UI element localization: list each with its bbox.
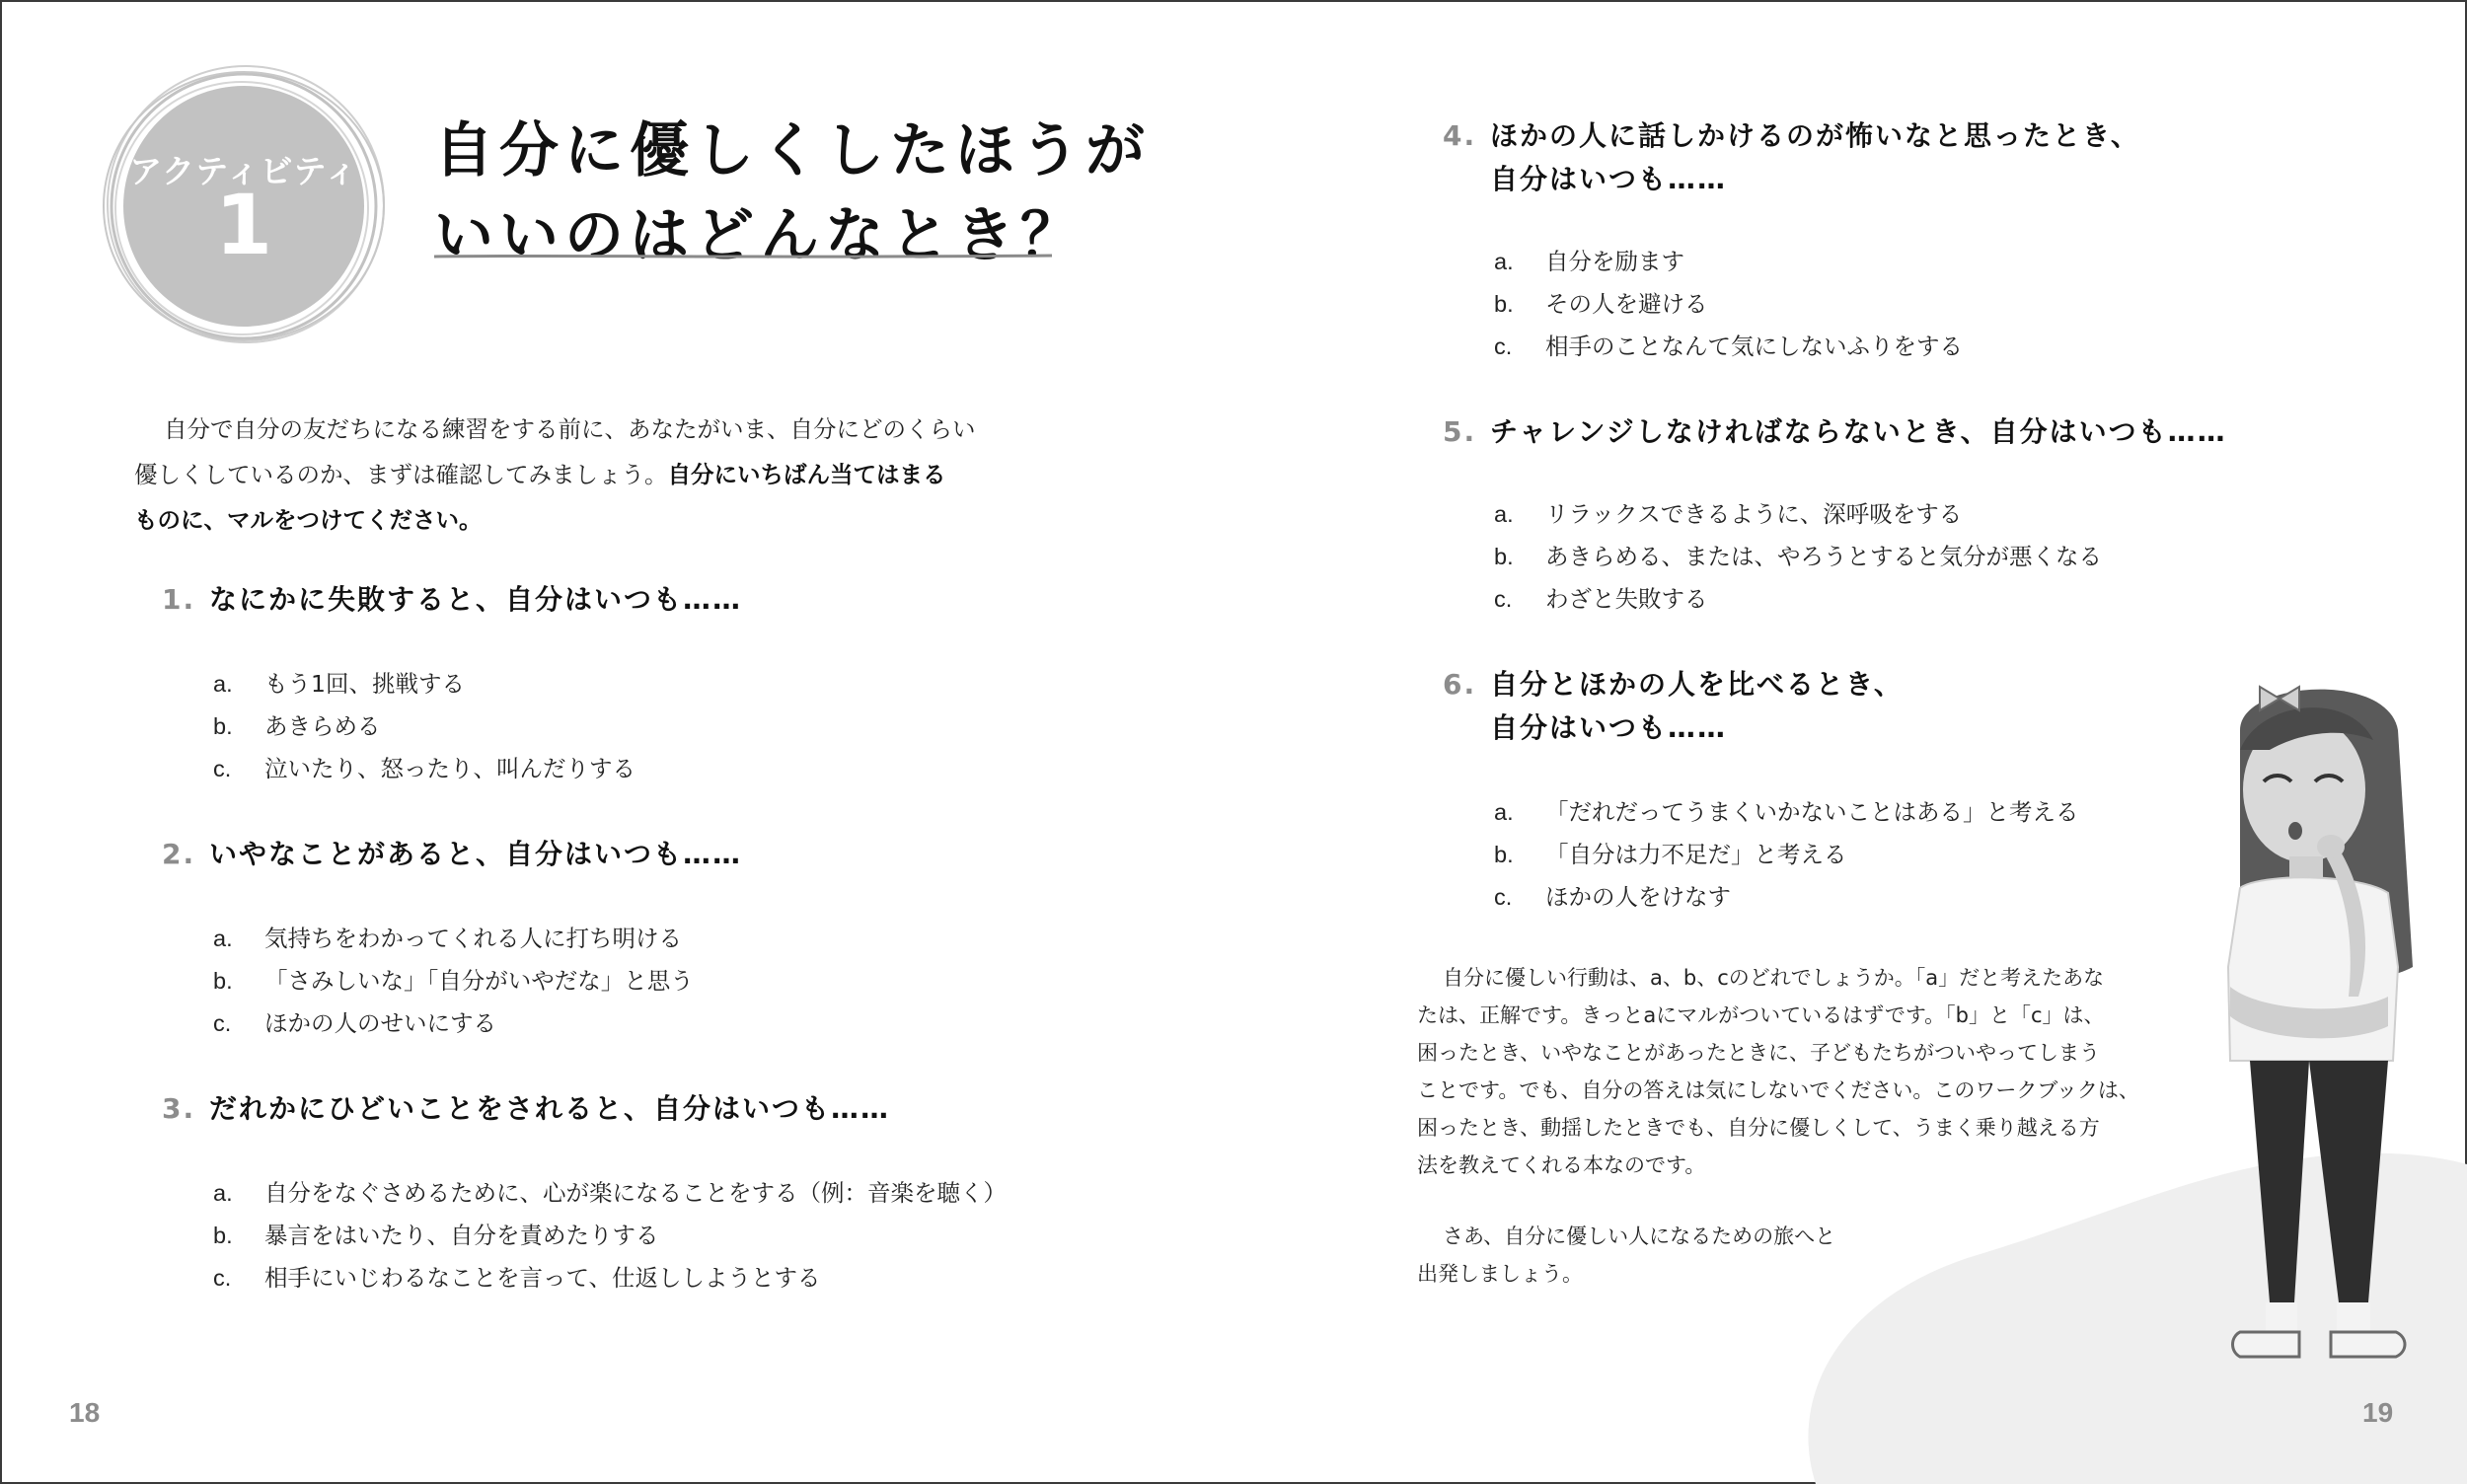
intro-line: [134, 452, 1062, 497]
intro-line: 自分で自分の友だちになる練習をする前に、あなたがいま、自分にどのくらい: [164, 415, 976, 443]
option-letter: b.: [1494, 842, 1514, 867]
option-letter: a.: [213, 1180, 233, 1206]
closing-line: 困ったとき、動揺したときでも、自分に優しくして、うまく乗り越える方: [1417, 1116, 2100, 1140]
question-number: 3.: [162, 1092, 196, 1125]
option-letter: b.: [1494, 291, 1514, 317]
question-number: 6.: [1443, 668, 1477, 701]
question-5-options: [1494, 493, 2102, 621]
question-text: 自分はいつも……: [1490, 711, 1728, 744]
closing-line: 法を教えてくれる本なのです。: [1417, 1153, 1706, 1177]
option-item: [1494, 791, 2079, 834]
option-item: [213, 1002, 694, 1045]
question-2: [162, 833, 742, 876]
question-text: 自分はいつも……: [1490, 163, 1728, 195]
option-text: 暴言をはいたり、自分を責めたりする: [264, 1222, 659, 1249]
question-text: だれかにひどいことをされると、自分はいつも……: [209, 1092, 891, 1125]
option-item: [1494, 283, 1963, 326]
option-item: [213, 748, 635, 790]
question-1-options: [213, 663, 635, 790]
option-letter: a.: [213, 671, 233, 697]
activity-number: 1: [214, 177, 273, 273]
final-line: 出発しましょう。: [1417, 1262, 1583, 1286]
option-text: 泣いたり、怒ったり、叫んだりする: [264, 755, 635, 782]
question-4: [1443, 114, 2140, 201]
title-underline: [434, 253, 1052, 260]
option-text: 気持ちをわかってくれる人に打ち明ける: [264, 925, 682, 952]
thinking-girl-illustration: [2201, 671, 2437, 1391]
option-item: [213, 663, 635, 705]
intro-paragraph: [134, 407, 1062, 543]
option-letter: c.: [1494, 334, 1513, 359]
question-1: [162, 578, 742, 622]
question-text: いやなことがあると、自分はいつも……: [209, 838, 743, 870]
question-3-options: [213, 1172, 1007, 1299]
question-text: 自分とほかの人を比べるとき、: [1490, 668, 1904, 701]
option-text: ほかの人のせいにする: [264, 1009, 496, 1037]
option-text: その人を避ける: [1545, 290, 1708, 318]
title-line-2: いいのはどんなとき？: [434, 201, 1085, 270]
question-number: 5.: [1443, 415, 1477, 448]
option-item: [1494, 834, 2079, 876]
closing-line: 自分に優しい行動は、a、b、cのどれでしょうか。「a」だと考えたあな: [1443, 966, 2105, 990]
closing-line: ことです。でも、自分の答えは気にしないでください。このワークブックは、: [1417, 1078, 2139, 1102]
option-item: [1494, 493, 2102, 536]
option-item: [213, 1172, 1007, 1215]
intro-emphasis: ものに、マルをつけてください。: [134, 506, 483, 534]
question-number: 1.: [162, 583, 196, 616]
option-text: あきらめる: [264, 712, 381, 740]
option-letter: c.: [213, 1010, 232, 1036]
option-text: 相手にいじわるなことを言って、仕返ししようとする: [264, 1264, 821, 1292]
option-item: [1494, 578, 2102, 621]
closing-line: 困ったとき、いやなことがあったときに、子どもたちがついやってしまう: [1417, 1041, 2100, 1065]
option-item: [213, 1257, 1007, 1299]
option-letter: c.: [1494, 586, 1513, 612]
page-number-right: 19: [2362, 1397, 2394, 1428]
question-5: [1443, 410, 2227, 454]
option-item: [213, 1215, 1007, 1257]
final-line: さあ、自分に優しい人になるための旅へと: [1443, 1224, 1836, 1248]
question-4-options: [1494, 241, 1963, 368]
intro-text: 優しくしているのか、まずは確認してみましょう。: [134, 461, 668, 488]
option-text: 「さみしいな」「自分がいやだな」と思う: [264, 967, 694, 995]
option-text: 自分を励ます: [1545, 248, 1684, 275]
option-text: わざと失敗する: [1545, 585, 1708, 613]
page-number-left: 18: [69, 1397, 101, 1428]
title-line-1: 自分に優しくしたほうが: [434, 116, 1151, 186]
question-text: チャレンジしなければならないとき、自分はいつも……: [1490, 415, 2227, 448]
option-letter: a.: [213, 926, 233, 951]
option-letter: a.: [1494, 501, 1514, 527]
option-item: [1494, 536, 2102, 578]
question-6-options: [1494, 791, 2079, 919]
question-2-options: [213, 918, 694, 1045]
option-item: [1494, 241, 1963, 283]
option-text: 相手のことなんて気にしないふりをする: [1545, 333, 1963, 360]
question-number: 4.: [1443, 119, 1477, 152]
option-item: [213, 960, 694, 1002]
option-text: もう1回、挑戦する: [264, 670, 465, 698]
question-3: [162, 1087, 890, 1131]
option-item: [213, 918, 694, 960]
option-text: リラックスできるように、深呼吸をする: [1545, 500, 1963, 528]
option-text: 「だれだってうまくいかないことはある」と考える: [1545, 798, 2079, 826]
question-number: 2.: [162, 838, 196, 870]
option-text: 自分をなぐさめるために、心が楽になることをする（例：音楽を聴く）: [264, 1179, 1007, 1207]
option-item: [1494, 326, 1963, 368]
option-letter: b.: [1494, 544, 1514, 569]
option-letter: c.: [213, 1265, 232, 1291]
option-letter: b.: [213, 1223, 233, 1248]
question-text: ほかの人に話しかけるのが怖いなと思ったとき、: [1490, 119, 2140, 152]
option-text: あきらめる、または、やろうとすると気分が悪くなる: [1545, 543, 2102, 570]
option-letter: b.: [213, 713, 233, 739]
final-paragraph: [1417, 1218, 1970, 1293]
option-text: 「自分は力不足だ」と考える: [1545, 841, 1847, 868]
option-item: [1494, 876, 2079, 919]
option-letter: a.: [1494, 799, 1514, 825]
option-letter: b.: [213, 968, 233, 994]
activity-label: アクティビティ: [129, 152, 358, 190]
question-6: [1443, 663, 1904, 750]
question-text: なにかに失敗すると、自分はいつも……: [209, 583, 743, 616]
option-text: ほかの人をけなす: [1545, 883, 1731, 911]
option-letter: a.: [1494, 249, 1514, 274]
option-letter: c.: [213, 756, 232, 781]
closing-paragraph: [1417, 959, 2205, 1184]
closing-line: たは、正解です。きっとaにマルがついているはずです。「b」と「c」は、: [1417, 1003, 2105, 1027]
option-letter: c.: [1494, 884, 1513, 910]
option-item: [213, 705, 635, 748]
intro-emphasis: 自分にいちばん当てはまる: [667, 461, 946, 488]
